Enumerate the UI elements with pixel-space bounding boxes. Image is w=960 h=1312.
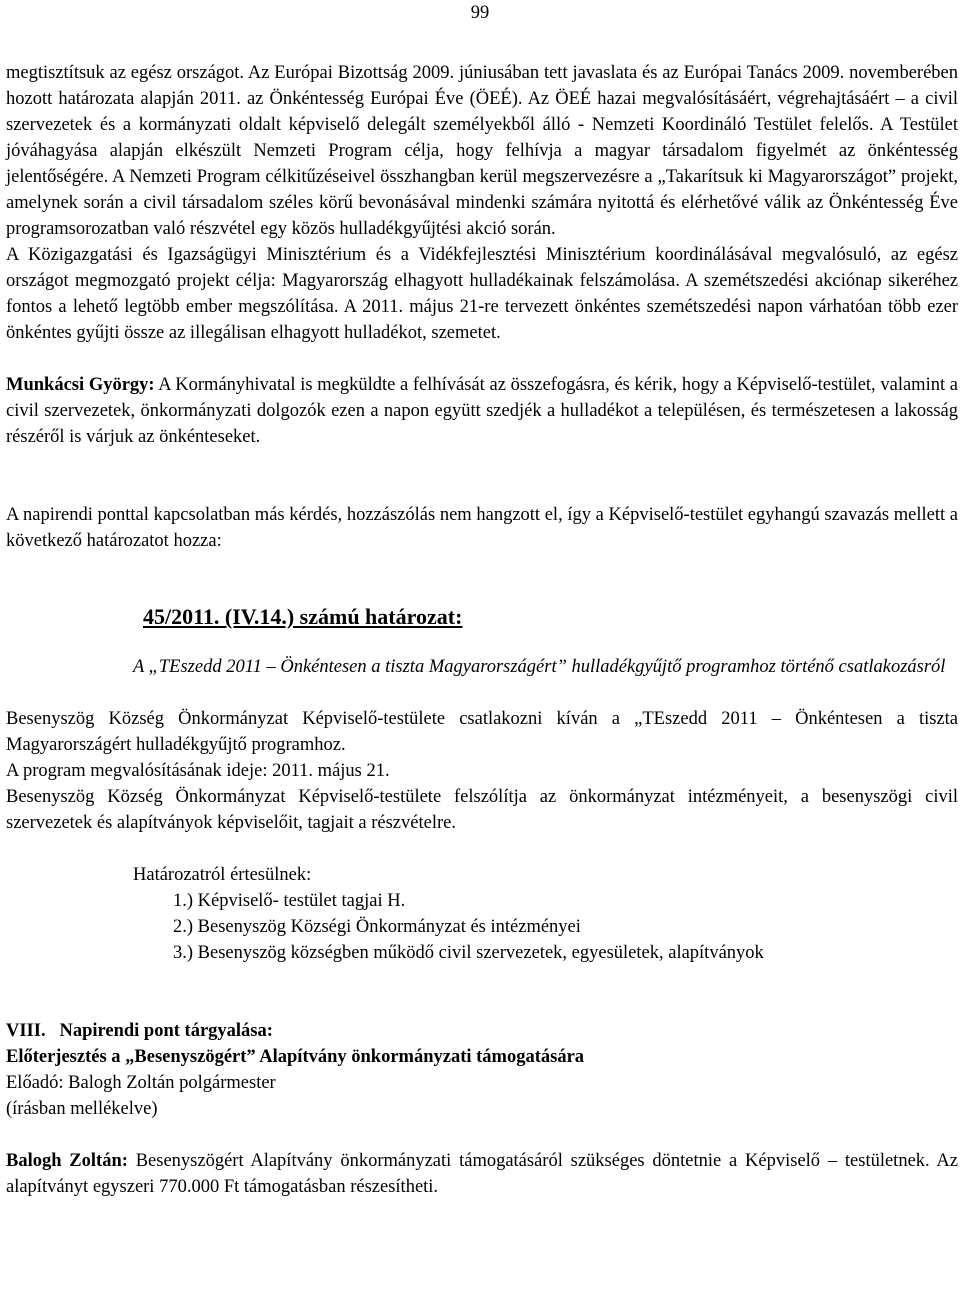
notify-item: 3.) Besenyszög községben működő civil szervezetek, egyesületek, alapítványok <box>173 943 764 963</box>
agenda-heading <box>6 1018 958 1044</box>
speaker-name: Balogh Zoltán: <box>6 1151 128 1171</box>
paragraph-project: A Közigazgatási és Igazságügyi Minisztérium és a Vidékfejlesztési Minisztérium koordinálásával megvalósuló, az egész országot megmozgató projekt célja: Magyarország elhagyott hulladékainak felszámolása. A szemétszedési akciónap sikeréhez fontos a lehető legtöbb ember megszólítása. A 2011. május 21-re tervezett önkéntes szemétszedési napon várhatóan több ezer önkéntes gyűjti össze az illegálisan elhagyott hulladékot, szemetet. <box>6 245 958 343</box>
paragraph-munkacsi <box>6 372 958 450</box>
resolution-title: 45/2011. (IV.14.) számú határozat: <box>143 604 463 629</box>
attachment-note: (írásban mellékelve) <box>6 1099 158 1119</box>
notify-item: 1.) Képviselő- testület tagjai H. <box>173 891 406 911</box>
resolution-body-call: Besenyszög Község Önkormányzat Képviselő-testülete felszólítja az önkormányzat intézményeit, a besenyszögi civil szervezetek és alapítványok képviselőit, tagjait a részvételre. <box>6 787 958 833</box>
paragraph-agenda: A napirendi ponttal kapcsolatban más kérdés, hozzászólás nem hangzott el, így a Képviselő-testület egyhangú szavazás mellett a következő határozatot hozza: <box>6 505 958 551</box>
resolution-body-date: A program megvalósításának ideje: 2011. május 21. <box>6 761 390 781</box>
resolution-body-join: Besenyszög Község Önkormányzat Képviselő-testülete csatlakozni kíván a „TEszedd 2011 – Önkéntesen a tiszta Magyarországért hulladékgyűjtő programhoz. <box>6 709 958 755</box>
resolution-subject: A „TEszedd 2011 – Önkéntesen a tiszta Magyarországért” hulladékgyűjtő programhoz történő csatlakozásról <box>133 657 946 677</box>
document-body <box>6 60 958 1200</box>
notify-item: 2.) Besenyszög Községi Önkormányzat és intézményei <box>173 917 581 937</box>
speaker-text: A Kormányhivatal is megküldte a felhívását az összefogásra, és kérik, hogy a Képviselő-testület, valamint a civil szervezetek, önkormányzati dolgozók ezen a napon együtt szedjék a hulladékot a településen, és természetesen a lakosság részéről is várjuk az önkénteseket. <box>6 375 959 447</box>
page-number: 99 <box>470 3 490 23</box>
agenda-title <box>6 1044 958 1070</box>
speaker-name: Munkácsi György: <box>6 375 155 395</box>
paragraph-oee: megtisztítsuk az egész országot. Az Európai Bizottság 2009. júniusában tett javaslata és az Európai Tanács 2009. novemberében hozott határozata alapján 2011. az Önkéntesség Európai Éve (ÖEÉ). Az ÖEÉ hazai megvalósításáért, végrehajtásáért – a civil szervezetek és a kormányzati oldalt képviselő delegált személyekből álló - Nemzeti Koordináló Testület felelős. A Testület jóváhagyása alapján elkészült Nemzeti Program célja, hogy felhívja a magyar társadalom figyelmét az önkéntesség jelentőségére. A Nemzeti Program célkitűzéseivel összhangban kerül megszervezésre a „Takarítsuk ki Magyarországot” projekt, amelynek során a civil társadalom széles körű bevonásával mindenki számára nyitottá és elérhetővé válik az Önkéntesség Éve programsorozatban való részvétel egy közös hulladékgyűjtési akció során. <box>6 63 958 239</box>
agenda-title-text: Előterjesztés a „Besenyszögért” Alapítvány önkormányzati támogatására <box>6 1047 585 1067</box>
notify-label: Határozatról értesülnek: <box>133 865 312 885</box>
speaker-text: Besenyszögért Alapítvány önkormányzati támogatásáról szükséges döntetnie a Képviselő – testületnek. Az alapítványt egyszeri 770.000 Ft támogatásban részesítheti. <box>6 1151 958 1197</box>
paragraph-balogh <box>6 1148 958 1200</box>
presenter: Előadó: Balogh Zoltán polgármester <box>6 1073 276 1093</box>
agenda-heading-text: VIII. Napirendi pont tárgyalása: <box>6 1021 273 1041</box>
